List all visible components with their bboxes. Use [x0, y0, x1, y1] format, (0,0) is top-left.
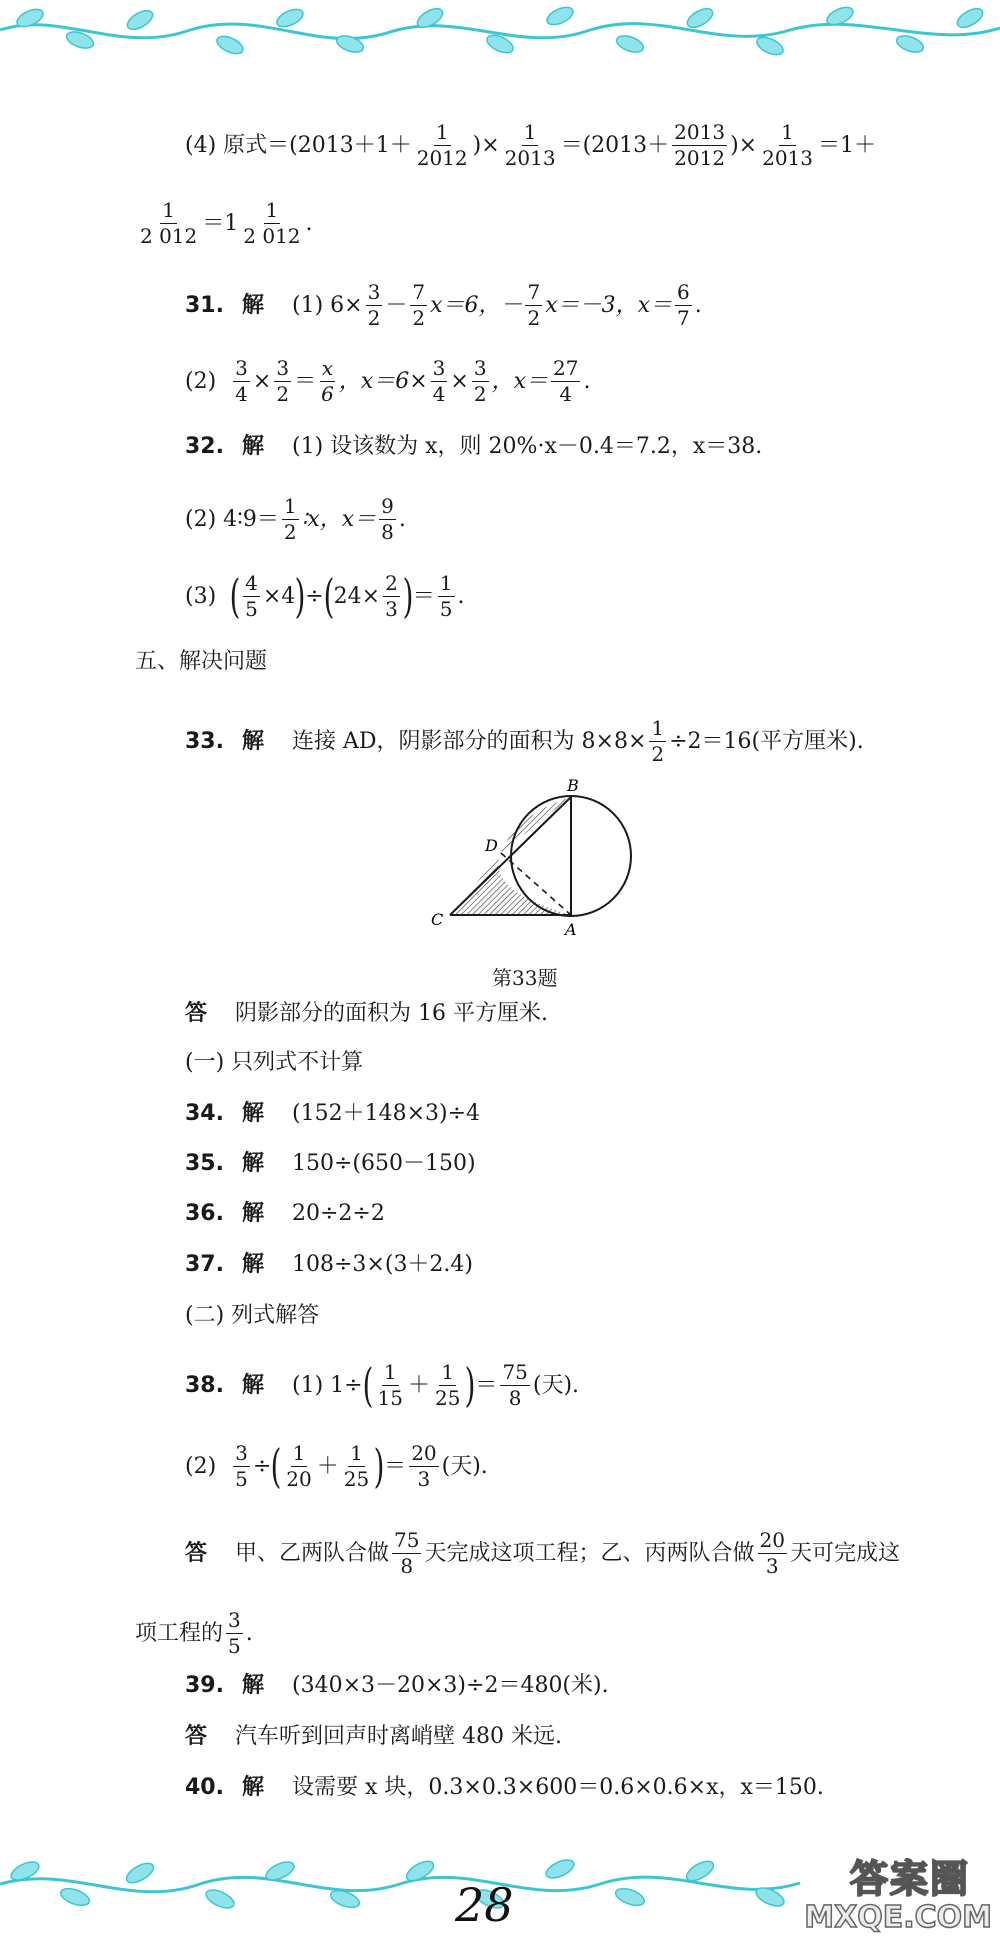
- text: 阴影部分的面积为 16 平方厘米.: [235, 1001, 548, 1026]
- solution-label: 解: [241, 1252, 264, 1277]
- right-paren: ): [465, 1358, 476, 1413]
- fraction: [366, 282, 383, 329]
- text: .: [398, 506, 406, 532]
- label-b: B: [567, 776, 579, 795]
- text: ＝: [384, 1453, 407, 1479]
- numerator: 3: [228, 1608, 241, 1632]
- denominator: 3: [417, 1467, 431, 1491]
- q32-part1: [185, 436, 762, 458]
- text: (3): [185, 583, 217, 609]
- text: (天).: [532, 1372, 580, 1398]
- fraction: [551, 358, 580, 405]
- denominator: 2: [473, 382, 487, 406]
- solution-label: 解: [241, 1101, 264, 1126]
- section-heading: 五、解决问题: [135, 649, 268, 674]
- watermark-url: MXQE.COM: [804, 1900, 992, 1935]
- subsection-heading: (一) 只列式不计算: [185, 1050, 364, 1075]
- question-number: 39.: [185, 1673, 224, 1698]
- fraction: [274, 358, 291, 405]
- denominator: 3: [385, 597, 398, 621]
- watermark-logo: 答案圈: [849, 1857, 970, 1901]
- denominator: 3: [765, 1554, 779, 1578]
- denominator: 20: [286, 1467, 312, 1491]
- q31-part2: [185, 358, 590, 405]
- fraction: [672, 122, 727, 169]
- numerator: 1: [651, 716, 665, 740]
- denominator: 4: [432, 382, 446, 406]
- fraction: [675, 282, 692, 329]
- fraction: [503, 122, 558, 169]
- text: ×: [450, 368, 469, 394]
- denominator: 2 012: [140, 224, 198, 248]
- numerator: 75: [394, 1528, 420, 1552]
- fraction: [760, 122, 815, 169]
- question-number: 34.: [185, 1101, 224, 1126]
- numerator: 1: [441, 1360, 455, 1384]
- fraction: [376, 1362, 405, 1409]
- right-paren: ): [373, 1439, 385, 1494]
- numerator: 1: [265, 198, 279, 222]
- right-paren: ): [294, 569, 306, 624]
- q38-part2: [185, 1439, 488, 1494]
- text: )×: [472, 132, 500, 158]
- fraction: [410, 282, 427, 329]
- denominator: 5: [439, 597, 453, 621]
- text: ×4: [262, 583, 296, 609]
- denominator: 2: [651, 742, 665, 766]
- answer-label: 答: [185, 1724, 208, 1749]
- numerator: 1: [383, 1360, 397, 1384]
- answer-label: 答: [185, 1540, 208, 1566]
- numerator: 1: [435, 120, 449, 144]
- q32-part3: [185, 569, 465, 624]
- numerator: 2013: [674, 120, 726, 144]
- denominator: 8: [381, 520, 394, 544]
- numerator: x: [321, 356, 334, 380]
- q38-answer-line2: [135, 1610, 253, 1657]
- numerator: 3: [276, 356, 290, 380]
- fraction: [282, 496, 299, 543]
- fraction: [431, 358, 448, 405]
- fraction: [649, 718, 666, 765]
- text: (152＋148×3)÷4: [292, 1101, 481, 1126]
- denominator: 2: [276, 382, 290, 406]
- denominator: 8: [400, 1554, 414, 1578]
- denominator: 2 012: [243, 224, 301, 248]
- text: (2): [185, 368, 217, 394]
- question-number: 31.: [185, 292, 224, 318]
- numerator: 27: [553, 356, 579, 380]
- text: 20÷2÷2: [292, 1201, 385, 1226]
- numerator: 1: [781, 120, 794, 144]
- fraction: [758, 1530, 787, 1577]
- text: ×: [252, 368, 272, 394]
- numerator: 1: [283, 494, 297, 518]
- text: x＝6，－: [430, 292, 523, 318]
- numerator: 1: [162, 198, 175, 222]
- denominator: 6: [321, 382, 334, 406]
- denominator: 2013: [762, 146, 813, 170]
- q30-part4-line1: [185, 122, 876, 169]
- numerator: 3: [235, 1441, 248, 1465]
- text: ∶x，x＝: [301, 506, 377, 532]
- text: 设需要 x 块，0.3×0.3×600＝0.6×0.6×x，x＝150.: [292, 1775, 824, 1800]
- q39-answer: [185, 1726, 562, 1748]
- right-paren: ): [402, 569, 414, 624]
- geometry-figure: [425, 775, 655, 945]
- q30-part4-line2: [135, 200, 313, 247]
- numerator: 1: [292, 1441, 306, 1465]
- numerator: 1: [350, 1441, 363, 1465]
- q40-solution: [185, 1777, 824, 1799]
- q39-solution: [185, 1675, 609, 1697]
- text: ＝1: [202, 210, 239, 236]
- denominator: 5: [245, 597, 258, 621]
- q36: [185, 1203, 385, 1225]
- text: ，x＝6×: [338, 368, 428, 394]
- label-a: A: [565, 920, 577, 939]
- text: (4) 原式＝(2013＋1＋: [185, 132, 412, 158]
- question-number: 32.: [185, 434, 224, 459]
- solution-label: 解: [241, 1673, 264, 1698]
- denominator: 2013: [504, 146, 556, 170]
- denominator: 15: [377, 1386, 403, 1410]
- label-c: C: [431, 910, 444, 929]
- text: ÷: [305, 583, 324, 609]
- numerator: 75: [502, 1360, 528, 1384]
- left-paren: (: [229, 569, 241, 624]
- denominator: 2: [367, 306, 381, 330]
- text: ＝: [294, 368, 317, 394]
- numerator: 6: [677, 280, 690, 304]
- question-number: 40.: [185, 1775, 224, 1800]
- solution-label: 解: [241, 728, 264, 754]
- solution-label: 解: [241, 1151, 264, 1176]
- text: 项工程的: [135, 1620, 224, 1646]
- answer-label: 答: [185, 1001, 208, 1026]
- question-number: 33.: [185, 728, 224, 754]
- top-vine-border: [0, 0, 1000, 70]
- left-paren: (: [270, 1439, 282, 1494]
- text: －: [385, 292, 408, 318]
- text: 连接 AD，阴影部分的面积为 8×8×: [292, 728, 647, 754]
- q38-part1: [185, 1358, 580, 1413]
- text: 汽车听到回声时离峭壁 480 米远.: [235, 1724, 562, 1749]
- subsection-heading: (二) 列式解答: [185, 1303, 320, 1328]
- text: (340×3－20×3)÷2＝480(米).: [292, 1673, 609, 1698]
- solution-label: 解: [241, 1201, 264, 1226]
- numerator: 1: [439, 571, 453, 595]
- denominator: 5: [228, 1634, 241, 1658]
- question-number: 37.: [185, 1252, 224, 1277]
- text: ＝1＋: [818, 132, 876, 158]
- solution-label: 解: [241, 1775, 264, 1800]
- q34: [185, 1103, 480, 1125]
- q37: [185, 1254, 473, 1276]
- numerator: 1: [523, 120, 537, 144]
- text: ÷2＝16(平方厘米).: [669, 728, 864, 754]
- text: (1) 6×: [292, 292, 363, 318]
- text: 甲、乙两队合做: [235, 1540, 390, 1566]
- text: (2): [185, 1453, 217, 1479]
- text: 天完成这项工程；乙、丙两队合做: [424, 1540, 755, 1566]
- fraction: [233, 358, 250, 405]
- numerator: 20: [759, 1528, 785, 1552]
- denominator: 7: [677, 306, 690, 330]
- text: 108÷3×(3＋2.4): [292, 1252, 474, 1277]
- question-number: 38.: [185, 1372, 224, 1398]
- numerator: 2: [385, 571, 398, 595]
- denominator: 8: [508, 1386, 522, 1410]
- text: )×: [730, 132, 758, 158]
- q33-solution: [185, 718, 864, 765]
- question-number: 36.: [185, 1201, 224, 1226]
- text: ，x＝: [491, 368, 548, 394]
- text: (2) 4∶9＝: [185, 506, 279, 532]
- text: (1) 设该数为 x，则 20%·x－0.4＝7.2，x＝38.: [292, 434, 763, 459]
- fraction: [226, 1610, 243, 1657]
- text: ＋: [316, 1453, 339, 1479]
- denominator: 25: [343, 1467, 370, 1491]
- numerator: 3: [473, 356, 487, 380]
- q32-part2: [185, 496, 406, 543]
- text: 150÷(650－150): [292, 1151, 476, 1176]
- text: .: [583, 368, 591, 394]
- denominator: 2012: [416, 146, 468, 170]
- text: (天).: [441, 1453, 488, 1479]
- left-paren: (: [323, 569, 335, 624]
- text: .: [694, 292, 702, 318]
- numerator: 4: [245, 571, 258, 595]
- fraction: [433, 1362, 462, 1409]
- fraction: [409, 1443, 438, 1490]
- text: ＋: [408, 1372, 431, 1398]
- text: .: [245, 1620, 253, 1646]
- text: x＝－3，x＝: [545, 292, 673, 318]
- text: 天可完成这: [789, 1540, 900, 1566]
- fraction: [379, 496, 396, 543]
- denominator: 4: [235, 382, 248, 406]
- fraction: [284, 1443, 313, 1490]
- fraction: [472, 358, 489, 405]
- denominator: 2012: [674, 146, 726, 170]
- fraction: [319, 358, 336, 405]
- q35: [185, 1153, 476, 1175]
- text: 24×: [333, 583, 381, 609]
- fraction: [233, 1443, 250, 1490]
- numerator: 7: [412, 280, 426, 304]
- fraction: [138, 200, 199, 247]
- q38-answer-line1: [185, 1530, 900, 1577]
- q33-answer: [185, 1003, 548, 1025]
- denominator: 2: [283, 520, 297, 544]
- text: ＝: [412, 583, 435, 609]
- left-paren: (: [362, 1358, 373, 1413]
- solution-label: 解: [241, 434, 264, 459]
- page-number: 28: [455, 1878, 514, 1932]
- fraction: [241, 200, 302, 247]
- text: ＝(2013＋: [560, 132, 670, 158]
- numerator: 7: [527, 280, 541, 304]
- text: ÷: [252, 1453, 272, 1479]
- fraction: [500, 1362, 529, 1409]
- text: (1) 1÷: [292, 1372, 363, 1398]
- denominator: 2: [412, 306, 426, 330]
- fraction: [342, 1443, 371, 1490]
- fraction: [438, 573, 455, 620]
- fraction: [383, 573, 400, 620]
- denominator: 25: [435, 1386, 461, 1410]
- numerator: 3: [235, 356, 248, 380]
- numerator: 20: [411, 1441, 437, 1465]
- text: .: [457, 583, 465, 609]
- numerator: 9: [381, 494, 394, 518]
- question-number: 35.: [185, 1151, 224, 1176]
- text: .: [305, 210, 313, 236]
- fraction: [415, 122, 470, 169]
- q31-part1: [185, 282, 702, 329]
- denominator: 5: [235, 1467, 248, 1491]
- fraction: [525, 282, 542, 329]
- solution-label: 解: [241, 292, 264, 318]
- numerator: 3: [432, 356, 446, 380]
- figure-caption: 第33题: [492, 966, 558, 990]
- denominator: 2: [527, 306, 541, 330]
- fraction: [243, 573, 260, 620]
- text: ＝: [475, 1372, 498, 1398]
- fraction: [392, 1530, 421, 1577]
- numerator: 3: [367, 280, 381, 304]
- solution-label: 解: [241, 1372, 264, 1398]
- denominator: 4: [559, 382, 573, 406]
- label-d: D: [485, 836, 498, 855]
